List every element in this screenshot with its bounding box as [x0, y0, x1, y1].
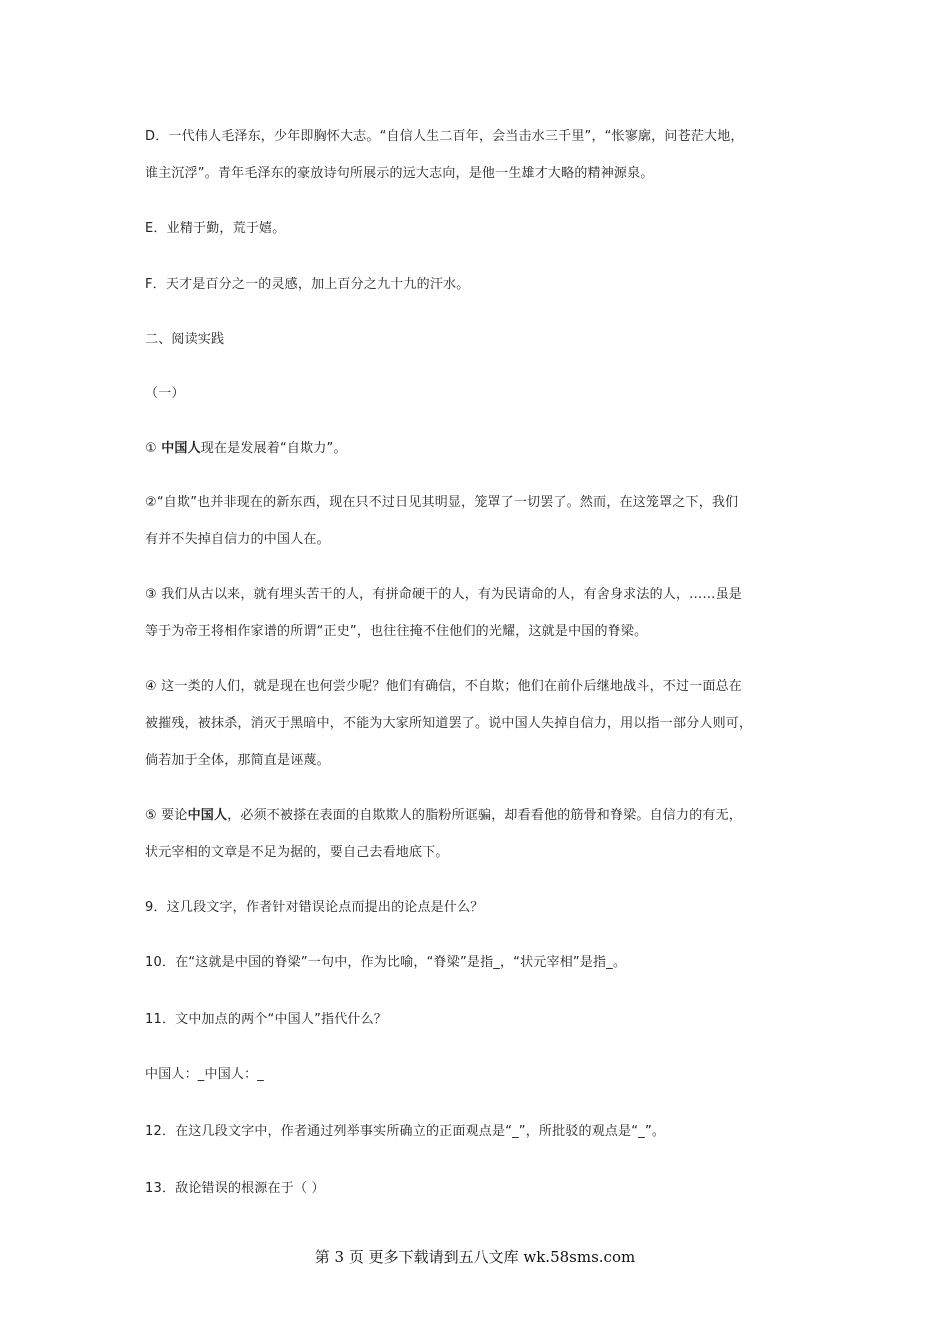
option-e: E．业精于勤，荒于嬉。 [145, 221, 286, 236]
paragraph-1 [145, 440, 347, 458]
paragraph-1-rest: 现在是发展着“自欺力”。 [200, 441, 347, 456]
option-f: F．天才是百分之一的灵感，加上百分之九十九的汗水。 [145, 277, 470, 292]
paragraph-5-line1 [145, 807, 742, 825]
option-d-line1: D．一代伟人毛泽东，少年即胸怀大志。“自信人生二百年，会当击水三千里”，“怅寥廓，问苍茫大地， [145, 129, 744, 144]
paragraph-5-emphasis: 中国人 [187, 808, 228, 823]
paragraph-5-prefix: ⑤ 要论 [145, 808, 188, 823]
question-13: 13．敌论错误的根源在于（ ） [145, 1181, 325, 1196]
paragraph-2-line1: ②“自欺”也并非现在的新东西，现在只不过日见其明显，笼罩了一切罢了。然而，在这笼罩之下，我们 [145, 495, 739, 510]
question-10: 10．在“这就是中国的脊梁”一句中，作为比喻，“脊梁”是指_，“状元宰相”是指_。 [145, 955, 627, 970]
paragraph-3-line2: 等于为帝王将相作家谱的所谓“正史”，也往往掩不住他们的光耀，这就是中国的脊梁。 [145, 624, 648, 639]
paragraph-4-line2: 被摧残，被抹杀，消灭于黑暗中，不能为大家所知道罢了。说中国人失掉自信力，用以指一部分人则可， [145, 716, 753, 731]
paragraph-1-emphasis: 中国人 [161, 441, 201, 456]
paragraph-5-line2: 状元宰相的文章是不足为据的，要自己去看地底下。 [145, 845, 449, 860]
subsection-title: （一） [145, 386, 185, 401]
question-11: 11．文中加点的两个“中国人”指代什么？ [145, 1012, 388, 1027]
option-d-line2: 谁主沉浮”。青年毛泽东的豪放诗句所展示的远大志向，是他一生雄才大略的精神源泉。 [145, 166, 654, 181]
question-9: 9．这几段文字，作者针对错误论点而提出的论点是什么？ [145, 900, 484, 915]
paragraph-5-rest: ，必须不被搽在表面的自欺欺人的脂粉所诓骗，却看看他的筋骨和脊梁。自信力的有无， [227, 808, 743, 823]
paragraph-4-line1: ④ 这一类的人们，就是现在也何尝少呢？他们有确信，不自欺；他们在前仆后继地战斗，不过一面总在 [145, 679, 742, 694]
paragraph-2-line2: 有并不失掉自信力的中国人在。 [145, 532, 330, 547]
section-title: 二、阅读实践 [145, 332, 225, 347]
paragraph-3-line1: ③ 我们从古以来，就有埋头苦干的人，有拼命硬干的人，有为民请命的人，有舍身求法的人，……虽是 [145, 587, 742, 602]
question-11-answer: 中国人：_中国人：_ [145, 1067, 265, 1082]
paragraph-4-line3: 倘若加于全体，那简直是诬蔑。 [145, 753, 330, 768]
question-12: 12．在这几段文字中，作者通过列举事实所确立的正面观点是“_”，所批驳的观点是“_”。 [145, 1124, 666, 1139]
paragraph-1-prefix: ① [145, 441, 162, 456]
page-footer: 第 3 页 更多下载请到五八文库 wk.58sms.com [314, 1248, 636, 1266]
